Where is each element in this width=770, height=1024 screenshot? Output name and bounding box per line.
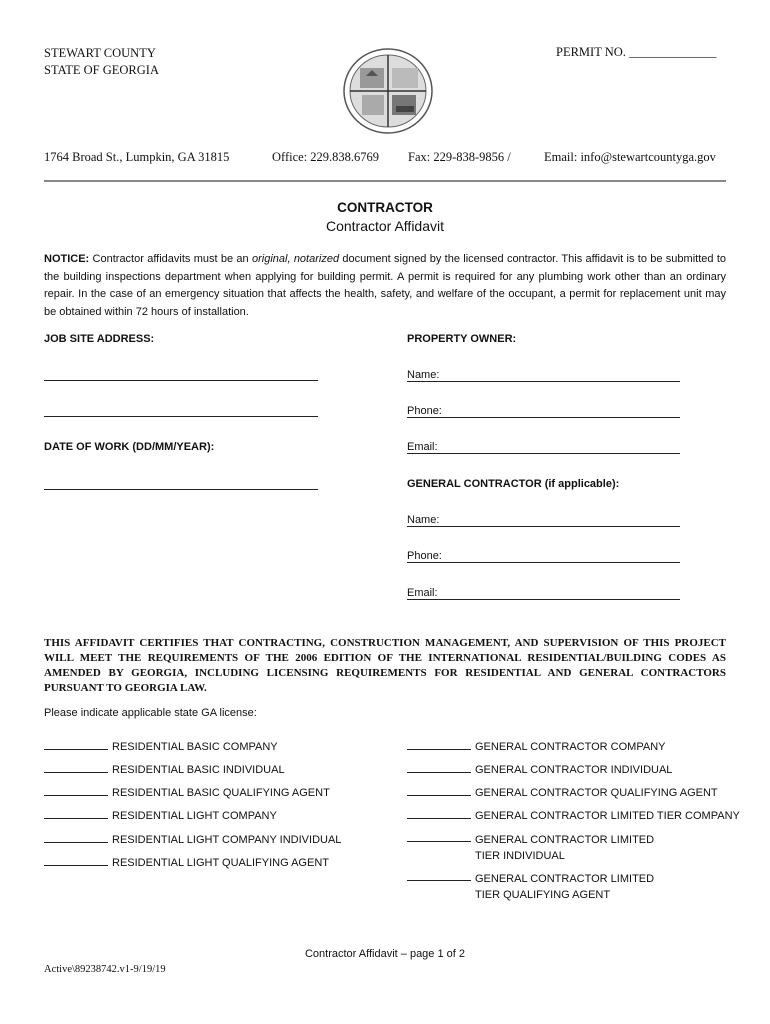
- owner-phone-field[interactable]: [407, 417, 680, 418]
- job-site-line-2[interactable]: [44, 416, 318, 417]
- license-option-label: RESIDENTIAL BASIC QUALIFYING AGENT: [112, 787, 330, 799]
- license-prompt: Please indicate applicable state GA license:: [44, 707, 257, 719]
- email-text: Email: info@stewartcountyga.gov: [544, 150, 716, 164]
- document-id: Active\89238742.v1-9/19/19: [44, 964, 166, 975]
- license-option-label: GENERAL CONTRACTOR QUALIFYING AGENT: [475, 787, 718, 799]
- office-phone-text: Office: 229.838.6769: [272, 150, 380, 164]
- permit-number-field[interactable]: PERMIT NO. ______________: [556, 45, 717, 59]
- license-option[interactable]: [44, 762, 285, 778]
- license-option[interactable]: [407, 762, 672, 778]
- license-option-label: GENERAL CONTRACTOR LIMITED TIER QUALIFYING AGENT: [475, 873, 655, 901]
- date-of-work-label: DATE OF WORK (DD/MM/YEAR):: [44, 441, 215, 453]
- license-blank[interactable]: [407, 763, 471, 773]
- license-blank[interactable]: [407, 786, 471, 796]
- license-option[interactable]: [44, 785, 330, 801]
- license-blank[interactable]: [407, 740, 471, 750]
- county-seal-icon: [340, 46, 436, 136]
- state-name: STATE OF GEORGIA: [44, 63, 159, 77]
- header-divider: [44, 180, 726, 182]
- license-blank[interactable]: [44, 833, 108, 843]
- license-option-label: RESIDENTIAL BASIC INDIVIDUAL: [112, 764, 285, 776]
- job-site-line-1[interactable]: [44, 380, 318, 381]
- county-name: STEWART COUNTY: [44, 46, 156, 60]
- license-option[interactable]: [44, 808, 277, 824]
- license-option-label: GENERAL CONTRACTOR INDIVIDUAL: [475, 764, 673, 776]
- license-blank[interactable]: [407, 871, 471, 881]
- license-option[interactable]: [407, 785, 718, 801]
- license-option-label: GENERAL CONTRACTOR LIMITED TIER COMPANY: [475, 810, 740, 822]
- license-option-label: RESIDENTIAL LIGHT COMPANY: [112, 810, 277, 822]
- fax-text: Fax: 229-838-9856 /: [408, 150, 511, 164]
- owner-name-label: Name:: [407, 369, 440, 381]
- license-option[interactable]: [407, 871, 677, 903]
- license-option-label: RESIDENTIAL LIGHT COMPANY INDIVIDUAL: [112, 834, 342, 846]
- gc-phone-label: Phone:: [407, 550, 442, 562]
- license-blank[interactable]: [44, 856, 108, 866]
- notice-paragraph: [44, 251, 726, 321]
- owner-phone-label: Phone:: [407, 405, 442, 417]
- license-option-label: RESIDENTIAL BASIC COMPANY: [112, 741, 278, 753]
- license-option-label: RESIDENTIAL LIGHT QUALIFYING AGENT: [112, 857, 329, 869]
- license-blank[interactable]: [44, 740, 108, 750]
- license-option-label: GENERAL CONTRACTOR COMPANY: [475, 741, 666, 753]
- page-footer: Contractor Affidavit – page 1 of 2: [304, 948, 465, 960]
- license-option[interactable]: [44, 855, 329, 871]
- license-option[interactable]: [44, 739, 278, 755]
- gc-phone-field[interactable]: [407, 562, 680, 563]
- license-blank[interactable]: [44, 786, 108, 796]
- owner-email-field[interactable]: [407, 453, 680, 454]
- license-blank[interactable]: [44, 763, 108, 773]
- general-contractor-label: GENERAL CONTRACTOR (if applicable):: [407, 478, 620, 490]
- job-site-label: JOB SITE ADDRESS:: [44, 333, 155, 345]
- gc-name-field[interactable]: [407, 526, 680, 527]
- license-option[interactable]: [407, 808, 740, 824]
- license-option-label: GENERAL CONTRACTOR LIMITED TIER INDIVIDUAL: [475, 834, 655, 862]
- address-text: 1764 Broad St., Lumpkin, GA 31815: [44, 150, 230, 164]
- gc-email-field[interactable]: [407, 599, 680, 600]
- notice-emphasis: original, notarized: [251, 253, 340, 265]
- property-owner-label: PROPERTY OWNER:: [407, 333, 517, 345]
- page-subtitle: Contractor Affidavit: [325, 218, 445, 234]
- owner-email-label: Email:: [407, 441, 438, 453]
- gc-name-label: Name:: [407, 514, 440, 526]
- county-header: [44, 45, 159, 79]
- certification-statement: THIS AFFIDAVIT CERTIFIES THAT CONTRACTING, CONSTRUCTION MANAGEMENT, AND SUPERVISION OF THIS PROJECT WILL MEET THE REQUIREMENTS OF THE 2006 EDITION OF THE INTERNATIONAL RESIDENTIAL/BUILDING CODES AS AMENDED BY GEORGIA, INCLUDING LICENSING REQUIREMENTS FOR RESIDENTIAL AND GENERAL CONTRACTORS PURSUANT TO GEORGIA LAW.: [44, 637, 726, 694]
- gc-email-label: Email:: [407, 587, 438, 599]
- notice-label: NOTICE:: [44, 253, 90, 265]
- license-option[interactable]: [407, 739, 666, 755]
- license-blank[interactable]: [44, 809, 108, 819]
- license-blank[interactable]: [407, 832, 471, 842]
- owner-name-field[interactable]: [407, 381, 680, 382]
- license-option[interactable]: [44, 832, 341, 848]
- date-of-work-line[interactable]: [44, 489, 318, 490]
- license-blank[interactable]: [407, 809, 471, 819]
- notice-text-a: Contractor affidavits must be an: [89, 253, 252, 265]
- page-title: CONTRACTOR: [337, 200, 433, 215]
- notice-text-b: document signed by the licensed contractor. This affidavit is to be submitted to the building inspections department when applying for building permit. A permit is required for any plumbing work other than an ordinary repair. In the case of an emergency situation that affects the health, safety, and welfare of the occupant, a permit for replacement unit may be obtained within 72 hours of installation.: [44, 253, 726, 318]
- license-option[interactable]: [407, 832, 677, 864]
